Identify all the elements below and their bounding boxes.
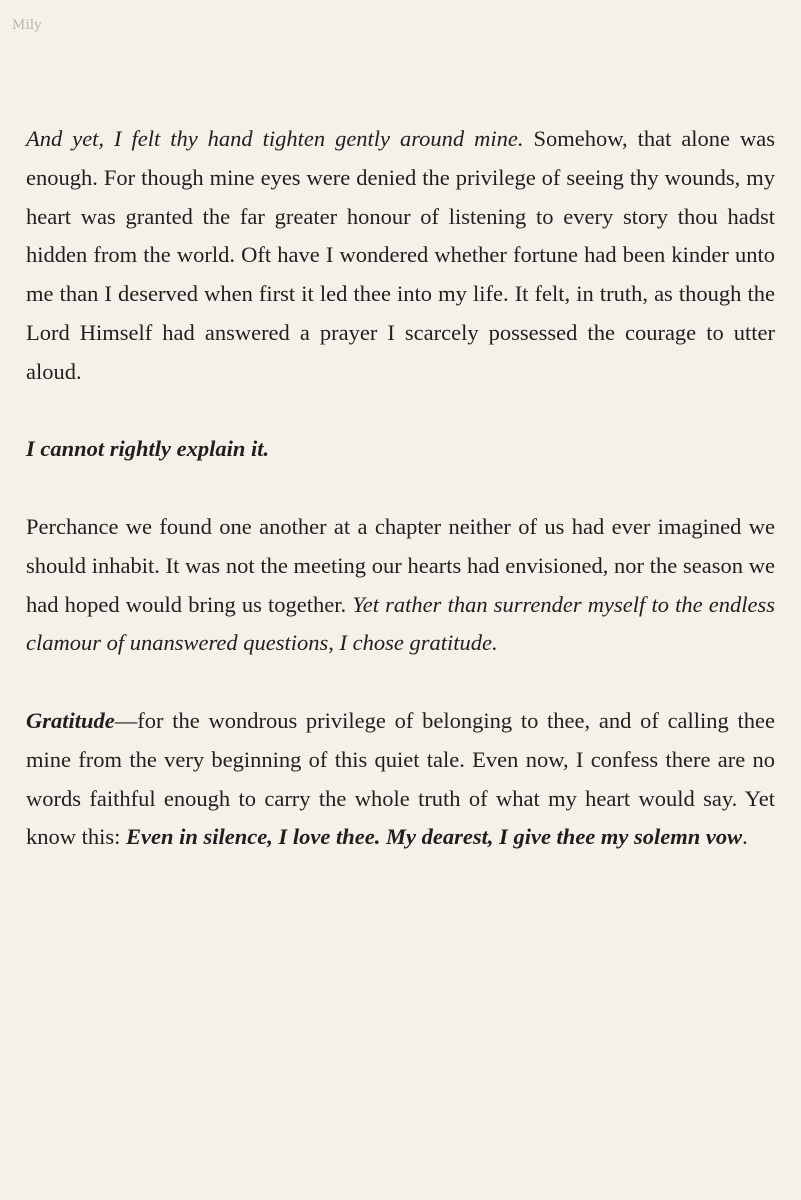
p2-bold-italic: I cannot rightly explain it. <box>26 436 270 462</box>
p1-text: Somehow, that alone was enough. For though mine eyes were denied the privilege of seeing thy wounds, my heart was granted the far greater honour of listening to every story thou hadst hidden from the world. Oft have I wondered whether fortune had been kinder unto me than I deserved when first it led thee into my life. It felt, in truth, as though the Lord Himself had answered a prayer I scarcely possessed the courage to utter aloud. <box>26 126 775 384</box>
paragraph-1 <box>26 120 775 392</box>
p4-bold-italic-end: Even in silence, I love thee. My dearest, I give thee my solemn vow <box>126 824 743 850</box>
p3-italic: Yet rather than surrender myself to the endless clamour of unanswered questions, I chose gratitude. <box>26 591 776 656</box>
p1-italic: And yet, I felt thy hand tighten gently around mine. <box>26 126 524 151</box>
body-text <box>26 120 775 857</box>
p4-text: —for the wondrous privilege of belonging to thee, and of calling thee mine from the very beginning of this quiet tale. Even now, I confess there are no words faithful enough to carry the whole truth of what my heart would say. Yet know this: <box>26 707 775 850</box>
paragraph-3 <box>26 508 775 663</box>
p4-period: . <box>742 824 748 850</box>
paragraph-4 <box>26 702 775 857</box>
p4-bold-italic-lead: Gratitude <box>26 707 115 733</box>
watermark: Mily <box>12 18 42 33</box>
paragraph-2 <box>26 430 775 469</box>
p3-text: Perchance we found one another at a chapter neither of us had ever imagined we should inhabit. It was not the meeting our hearts had envisioned, nor the season we had hoped would bring us together. <box>26 513 775 617</box>
